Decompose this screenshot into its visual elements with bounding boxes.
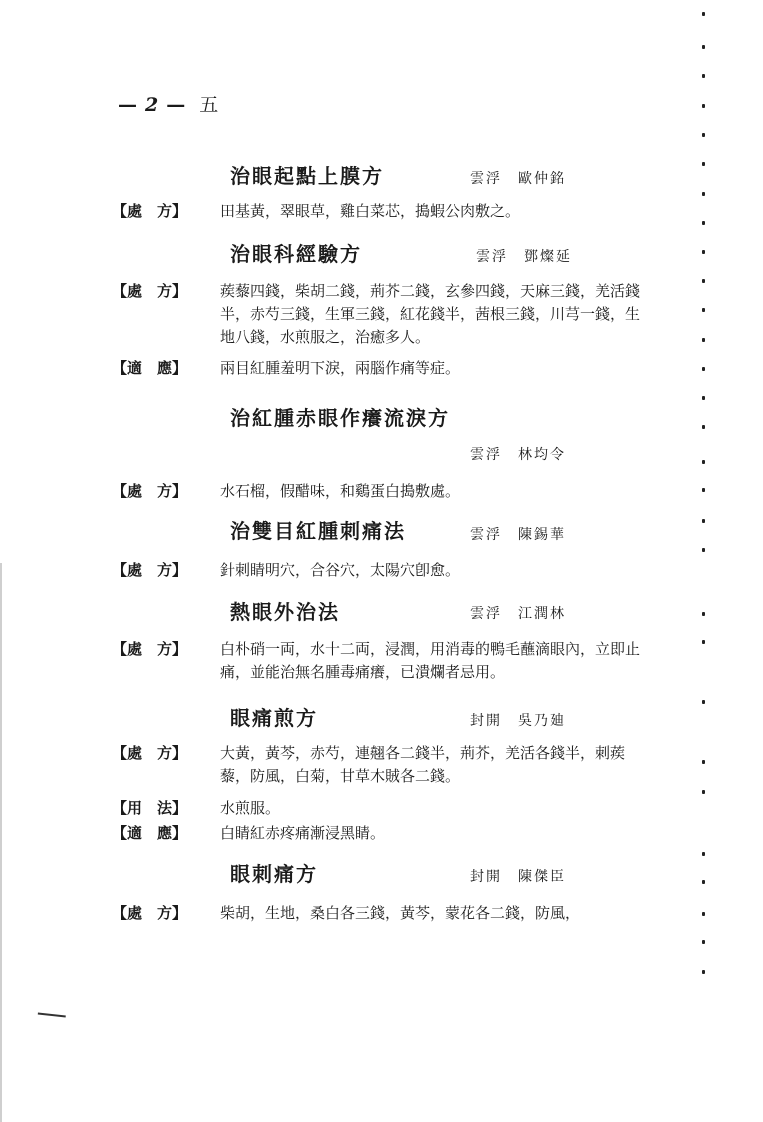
field-label: 【適 應】 (112, 824, 188, 842)
field-label: 【處 方】 (112, 202, 188, 220)
recipe-field (112, 280, 642, 349)
dash-left: — (118, 94, 137, 116)
recipe-title: 眼刺痛方 (230, 862, 318, 886)
section-number: 五 (199, 94, 219, 116)
field-text: 白睛紅赤疼痛漸浸黑睛。 (220, 824, 386, 842)
scan-ink-mark (38, 1009, 66, 1018)
recipe-author: 雲浮 林均令 (470, 447, 566, 463)
recipe-field (112, 638, 642, 684)
recipe-title: 治雙目紅腫刺痛法 (230, 519, 406, 543)
field-label: 【處 方】 (112, 744, 188, 762)
field-label: 【處 方】 (112, 282, 188, 300)
recipe-field (112, 742, 642, 788)
recipe-title: 熱眼外治法 (230, 600, 340, 624)
recipe-author: 雲浮 歐仲銘 (470, 171, 566, 187)
recipe-title: 治紅腫赤眼作癢流淚方 (230, 406, 450, 430)
recipe-author: 雲浮 江潤林 (470, 606, 566, 622)
field-label: 【處 方】 (112, 904, 188, 922)
field-text: 針刺睛明穴，合谷穴，太陽穴卽愈。 (220, 561, 461, 579)
field-text: 大黃，黃芩，赤芍，連翹各二錢半，荊芥，羌活各錢半，刺蒺藜，防風，白菊，甘草木賊各二錢。 (220, 744, 626, 785)
scan-margin-line (0, 563, 2, 1122)
field-label: 【處 方】 (112, 482, 188, 500)
recipe-field (112, 797, 642, 820)
field-text: 蒺藜四錢，柴胡二錢，荊芥二錢，玄參四錢，天麻三錢，羌活錢半，赤芍三錢，生軍三錢，紅花錢半，茜根三錢，川芎一錢，生地八錢，水煎服之，治癒多人。 (220, 282, 641, 346)
recipe-field (112, 480, 642, 503)
field-text: 水石榴，假醋味，和鷄蛋白搗敷處。 (220, 482, 461, 500)
field-text: 兩目紅腫羞明下淚，兩腦作痛等症。 (220, 359, 461, 377)
recipe-title: 治眼起點上膜方 (230, 164, 384, 188)
recipe-author: 封開 吳乃廸 (470, 713, 566, 729)
recipe-field (112, 200, 642, 223)
dash-right: — (166, 94, 186, 116)
recipe-field (112, 559, 642, 582)
field-text: 柴胡，生地，桑白各三錢，黃芩，蒙花各二錢，防風， (220, 904, 581, 922)
page-number: 2 (145, 94, 159, 116)
field-text: 田基黃，翠眼草，雞白菜芯，搗蝦公肉敷之。 (220, 202, 521, 220)
field-label: 【用 法】 (112, 799, 188, 817)
recipe-title: 治眼科經驗方 (230, 242, 362, 266)
recipe-field (112, 822, 642, 845)
field-text: 水煎服。 (220, 799, 281, 817)
page-header (118, 90, 218, 117)
recipe-title: 眼痛煎方 (230, 706, 318, 730)
binding-dots (702, 0, 708, 1122)
recipe-author: 封開 陳傑臣 (470, 869, 566, 885)
recipe-author: 雲浮 鄧燦延 (476, 249, 572, 265)
recipe-author: 雲浮 陳錫華 (470, 527, 566, 543)
recipe-field (112, 902, 642, 925)
field-label: 【處 方】 (112, 640, 188, 658)
field-text: 白朴硝一両，水十二両，浸潤，用消毒的鴨毛蘸滴眼內，立即止痛，並能治無名腫毒痛癢，已潰爛者忌用。 (220, 640, 641, 681)
field-label: 【適 應】 (112, 359, 188, 377)
field-label: 【處 方】 (112, 561, 188, 579)
recipe-field (112, 357, 642, 380)
